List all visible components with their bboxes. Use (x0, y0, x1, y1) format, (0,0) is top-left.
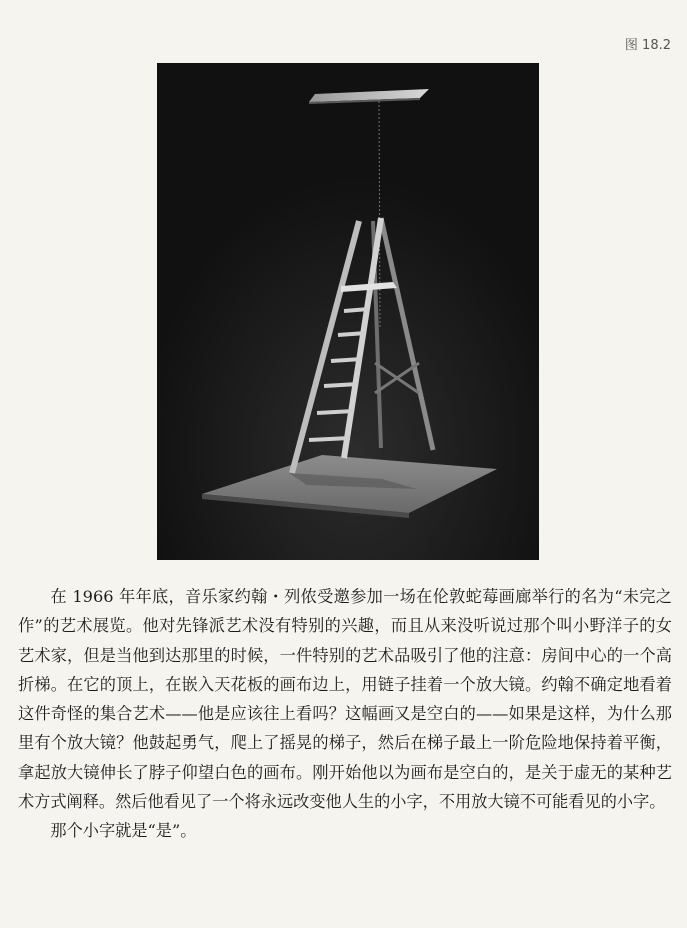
paragraph: 在 1966 年年底，音乐家约翰・列侬受邀参加一场在伦敦蛇莓画廊举行的名为“未完之作”的艺术展览。他对先锋派艺术没有特别的兴趣，而且从来没听说过那个叫小野洋子的女艺术家，但是当他到达那里的时候，一件特别的艺术品吸引了他的注意：房间中心的一个高折梯。在它的顶上，在嵌入天花板的画布边上，用链子挂着一个放大镜。约翰不确定地看着这件奇怪的集合艺术——他是应该往上看吗？这幅画又是空白的——如果是这样，为什么那里有个放大镜？他鼓起勇气，爬上了摇晃的梯子，然后在梯子最上一阶危险地保持着平衡，拿起放大镜伸长了脖子仰望白色的画布。刚开始他以为画布是空白的，是关于虚无的某种艺术方式阐释。然后他看见了一个将永远改变他人生的小字，不用放大镜不可能看见的小字。 (18, 587, 672, 812)
ladder-rung (309, 438, 350, 440)
ladder-photograph (157, 63, 539, 560)
figure-label: 图 18.2 (624, 38, 671, 53)
article-body (18, 582, 672, 846)
ladder-rung (324, 384, 358, 386)
ladder-artwork-illustration (157, 63, 539, 560)
ladder-rung (338, 333, 366, 335)
ladder-rung (317, 411, 354, 413)
ladder-rung (331, 359, 362, 361)
paragraph: 那个小字就是“是”。 (50, 821, 197, 841)
ladder-rung (344, 309, 369, 311)
